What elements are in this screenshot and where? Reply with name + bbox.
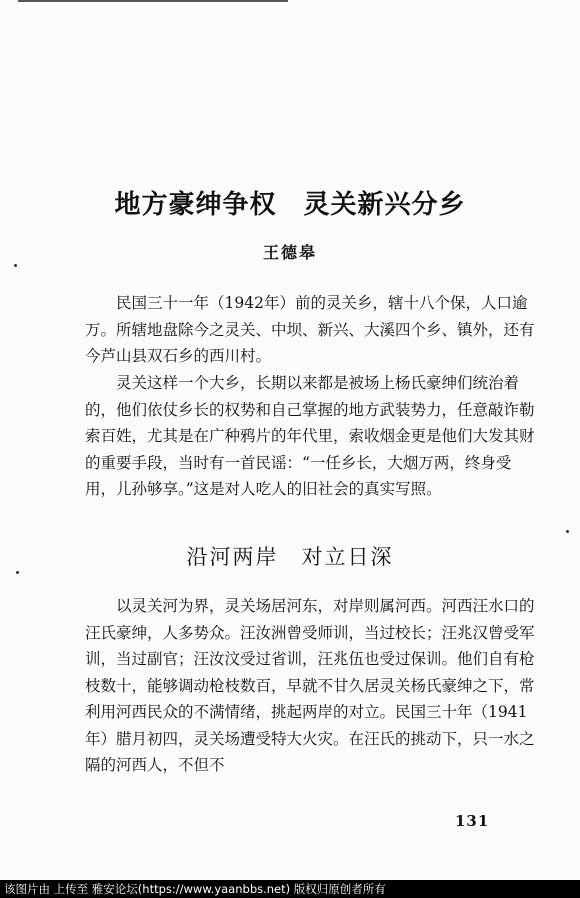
article-author: 王德皋 — [262, 243, 317, 262]
paragraph-2: 灵关这样一个大乡，长期以来都是被场上杨氏豪绅们统治着的，他们依仗乡长的权势和自己掌握的地方武装势力，任意敲诈勒索百姓，尤其是在广种鸦片的年代里，索收烟金更是他们大发其财的重要手段，当时有一首民谣：“一任乡长，大烟万两，终身受用，儿孙够享。”这是对人吃人的旧社会的真实写照。 — [85, 374, 535, 498]
section-heading: 沿河两岸 对立日深 — [186, 545, 394, 569]
watermark-footer: 该图片由 上传至 雅安论坛(https://www.yaanbbs.net) 版权归原创者所有 — [0, 880, 580, 898]
paragraph-3: 以灵关河为界，灵关场居河东，对岸则属河西。河西汪水口的汪氏豪绅，人多势众。汪汝洲曾受师训，当过校长；汪兆汉曾受军训，当过副官；汪汝汶受过省训，汪兆伍也受过保训。他们自有枪枝数十，能够调动枪枝数百，早就不甘久居灵关杨氏豪绅之下，常利用河西民众的不满情绪，挑起两岸的对立。民国三十年（1941年）腊月初四，灵关场遭受特大火灾。在汪氏的挑动下，只一水之隔的河西人，不但不 — [85, 597, 535, 774]
speck-mark — [14, 264, 17, 267]
speck-mark — [566, 530, 569, 533]
speck-mark — [16, 571, 19, 574]
paragraph-1: 民国三十一年（1942年）前的灵关乡，辖十八个保，人口逾万。所辖地盘除今之灵关、中坝、新兴、大溪四个乡、镇外，还有今芦山县双石乡的西川村。 — [85, 294, 535, 365]
top-rule — [18, 0, 288, 2]
page-number: 131 — [455, 812, 490, 830]
article-title: 地方豪绅争权 灵关新兴分乡 — [114, 190, 466, 220]
